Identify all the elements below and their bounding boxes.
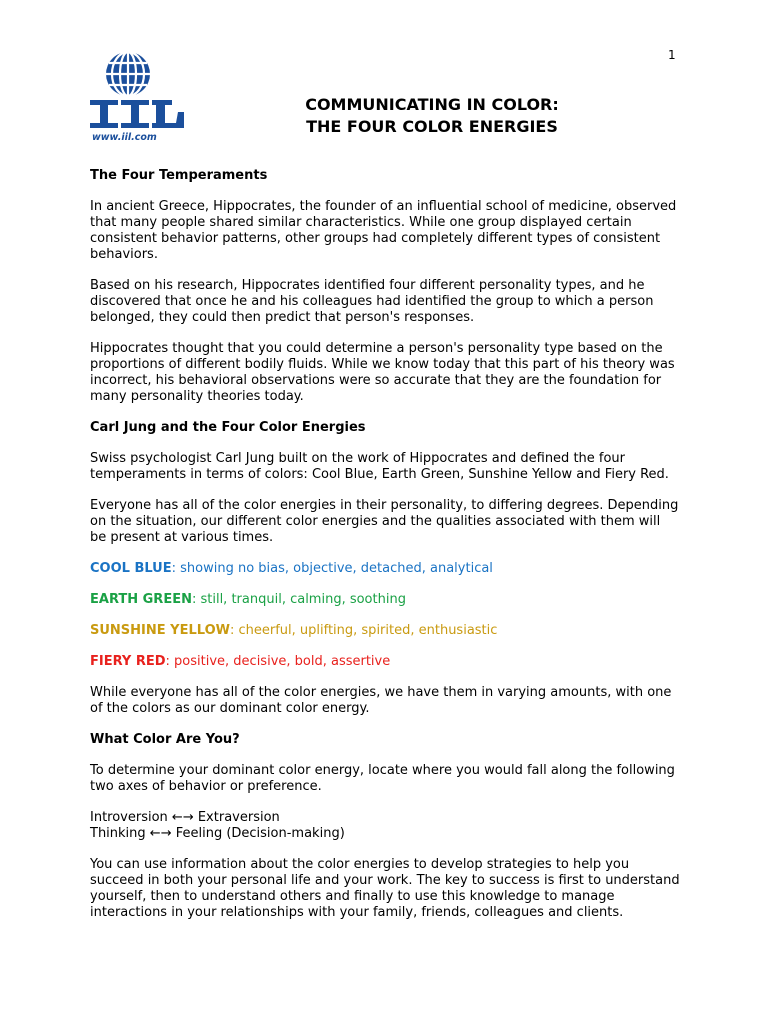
color-description: : cheerful, uplifting, spirited, enthusiastic — [229, 623, 498, 638]
paragraph: Based on his research, Hippocrates identified four different personality types, and he discovered that once he and his colleagues had identified the group to which a person belonged, they could then predict that person's responses. — [90, 278, 654, 325]
paragraph: You can use information about the color energies to develop strategies to help you succeed in both your personal life and your work. The key to success is first to understand yourself, then to understand others and finally to use this knowledge to manage interactions in your relationships with your family, friends, colleagues and clients. — [90, 857, 680, 920]
color-description: : positive, decisive, bold, assertive — [165, 654, 391, 669]
title-line-1: COMMUNICATING IN COLOR: — [305, 95, 559, 114]
color-name: FIERY RED — [90, 654, 166, 669]
section-heading: Carl Jung and the Four Color Energies — [90, 420, 366, 435]
title-line-2: THE FOUR COLOR ENERGIES — [306, 117, 558, 136]
fiery-red-line — [90, 654, 680, 670]
paragraph: In ancient Greece, Hippocrates, the founder of an influential school of medicine, observed that many people shared similar characteristics. While one group displayed certain consistent behavior patterns, other groups had completely different types of consistent behaviors. — [90, 199, 677, 262]
color-description: : showing no bias, objective, detached, analytical — [171, 561, 493, 576]
document-body — [90, 168, 680, 936]
earth-green-line — [90, 592, 680, 608]
page-number: 1 — [668, 48, 676, 62]
paragraph: While everyone has all of the color energies, we have them in varying amounts, with one of the colors as our dominant color energy. — [90, 685, 672, 716]
color-description: : still, tranquil, calming, soothing — [191, 592, 406, 607]
paragraph: Swiss psychologist Carl Jung built on the work of Hippocrates and defined the four temperaments in terms of colors: Cool Blue, Earth Green, Sunshine Yellow and Fiery Red. — [90, 451, 669, 482]
axis-thinking-feeling: Thinking ←→ Feeling (Decision-making) — [90, 826, 345, 841]
cool-blue-line — [90, 561, 680, 577]
color-name: COOL BLUE — [90, 561, 172, 576]
paragraph: Hippocrates thought that you could determine a person's personality type based on the proportions of different bodily fluids. While we know today that this part of his theory was incorrect, his behavioral observations were so accurate that they are the foundation for many personality theories today. — [90, 341, 675, 404]
section-heading: The Four Temperaments — [90, 168, 268, 183]
color-name: EARTH GREEN — [90, 592, 192, 607]
section-heading: What Color Are You? — [90, 732, 240, 747]
paragraph: Everyone has all of the color energies in their personality, to differing degrees. Depending on the situation, our different color energies and the qualities associated with them will be present at various times. — [90, 498, 679, 545]
sunshine-yellow-line — [90, 623, 680, 639]
color-name: SUNSHINE YELLOW — [90, 623, 230, 638]
document-title — [0, 94, 768, 138]
axis-introversion-extraversion: Introversion ←→ Extraversion — [90, 810, 280, 825]
logo-url: www.iil.com — [92, 132, 157, 143]
paragraph: To determine your dominant color energy, locate where you would fall along the following two axes of behavior or preference. — [90, 763, 675, 794]
behavior-axes — [90, 810, 680, 842]
